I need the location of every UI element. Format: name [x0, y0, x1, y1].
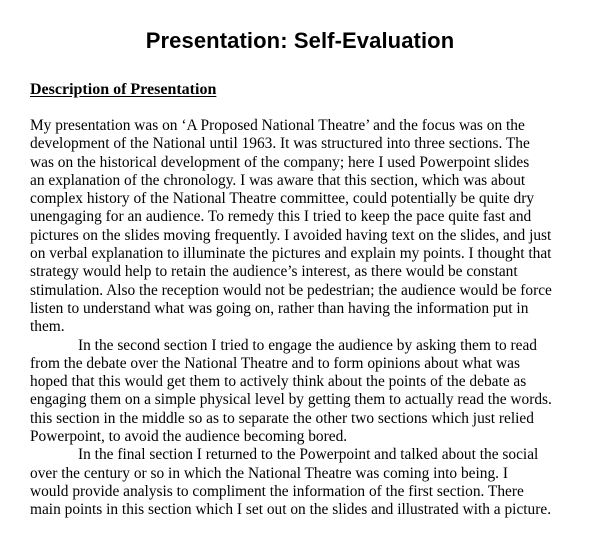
paragraph-line: strategy would help to retain the audience’s interest, as there would be constant [30, 263, 518, 281]
paragraph-line: Powerpoint, to avoid the audience becoming bored. [30, 428, 348, 446]
paragraph-line: them. [30, 318, 65, 336]
paragraph-line: over the century or so in which the National Theatre was coming into being. I [30, 464, 508, 482]
document-title: Presentation: Self-Evaluation [145, 28, 455, 53]
paragraph-line: listen to understand what was going on, rather than having the information put in [30, 299, 529, 317]
paragraph-line: this section in the middle so as to separate the other two sections which just relied [30, 409, 534, 427]
paragraph-line: hoped that this would get them to actively think about the points of the debate as [30, 373, 527, 391]
paragraph-line: My presentation was on ‘A Proposed National Theatre’ and the focus was on the [30, 117, 525, 134]
paragraph-line: engaging them on a simple physical level by getting them to actually read the words. [30, 391, 552, 409]
paragraph-line: development of the National until 1963. It was structured into three sections. The [30, 135, 530, 153]
paragraph-line: In the final section I returned to the Powerpoint and talked about the social [78, 446, 539, 464]
paragraph-line: unengaging for an audience. To remedy this I tried to keep the pace quite fast and [30, 208, 532, 226]
paragraph-line: on verbal explanation to illuminate the pictures and explain my points. I thought that [30, 245, 552, 263]
paragraph-line: complex history of the National Theatre committee, could potentially be quite dry [30, 190, 535, 208]
paragraph-line: was on the historical development of the company; here I used Powerpoint slides [30, 153, 530, 171]
paragraph-line: pictures on the slides moving frequently. I avoided having text on the slides, and just [30, 226, 552, 244]
paragraph-line: from the debate over the National Theatre and to form opinions about what was [30, 354, 520, 372]
paragraph-line: In the second section I tried to engage the audience by asking them to read [78, 336, 537, 354]
paragraph-line: an explanation of the chronology. I was aware that this section, which was about [30, 171, 526, 189]
section-heading: Description of Presentation [30, 81, 217, 98]
paragraph-line: stimulation. Also the reception would not be pedestrian; the audience would be force [30, 281, 552, 299]
document-body [30, 117, 585, 520]
paragraph-line: would provide analysis to compliment the information of the first section. There [30, 482, 524, 500]
paragraph-line: main points in this section which I set out on the slides and illustrated with a picture. [30, 501, 552, 519]
